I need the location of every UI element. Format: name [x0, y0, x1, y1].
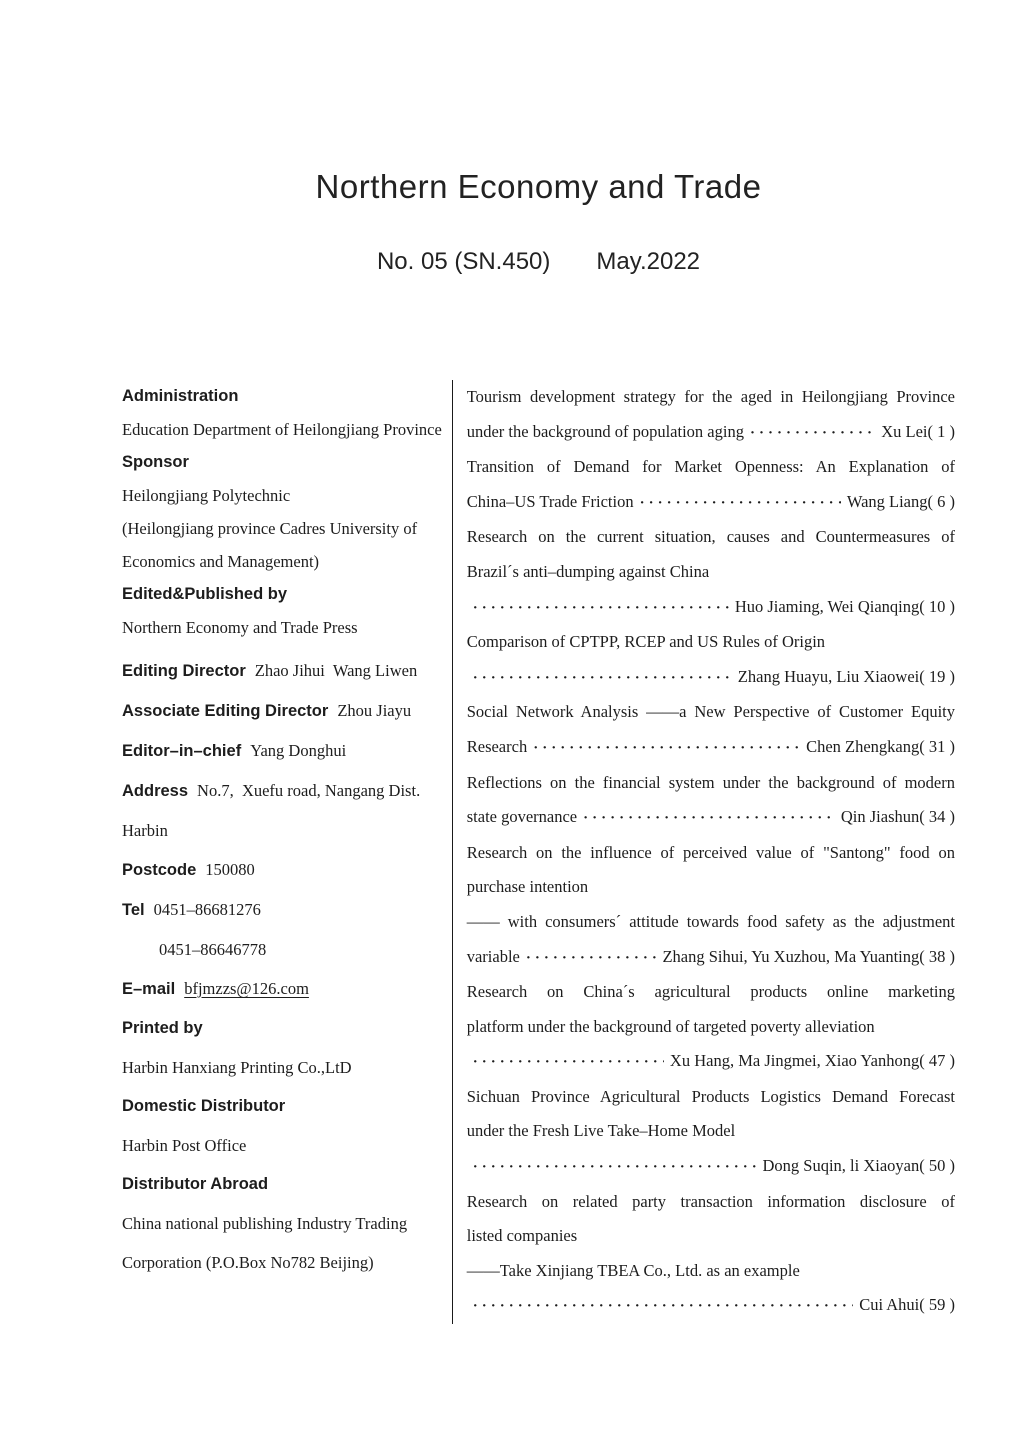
info-value: No.7, Xuefu road, Nangang Dist. — [197, 781, 421, 800]
toc-entry — [467, 1185, 955, 1324]
toc-authors: Zhang Sihui, Yu Xuzhou, Ma Yuanting — [662, 946, 920, 966]
toc-title-line: listed companies — [466, 1226, 578, 1246]
info-label: Printed by — [122, 1019, 203, 1037]
dot-leader — [583, 801, 835, 836]
toc-page-number: ( 59 ) — [919, 1288, 955, 1323]
info-value: Heilongjiang Polytechnic — [122, 486, 291, 505]
journal-title: Northern Economy and Trade — [315, 168, 762, 205]
info-label: Address — [122, 782, 189, 800]
toc-page-number: ( 6 ) — [928, 485, 956, 520]
toc-authors: Cui Ahui — [859, 1295, 920, 1315]
toc-leader-line — [467, 485, 955, 521]
toc-title-line: Tourism development strategy for the aged in Heilongjiang Province — [466, 387, 955, 406]
toc-entry — [467, 695, 955, 765]
toc-authors: Xu Hang, Ma Jingmei, Xiao Yanhong — [669, 1051, 920, 1071]
toc-title-line: state governance — [466, 807, 578, 827]
toc-title-line: Research on China´s agricultural products online marketing — [466, 982, 955, 1002]
toc-authors: Dong Suqin, li Xiaoyan — [762, 1156, 920, 1176]
info-block-tel — [122, 890, 446, 969]
dot-leader — [473, 661, 732, 696]
info-label: Administration — [122, 387, 239, 405]
toc-title-line: Research on the current situation, causes and Countermeasures of — [466, 527, 955, 547]
toc-title-line: Research — [466, 736, 528, 756]
toc-leader-line — [467, 1044, 955, 1080]
toc-entry — [467, 766, 955, 836]
phone-number: 0451–86646778 — [159, 940, 267, 959]
toc-title-line: Comparison of CPTPP, RCEP and US Rules of Origin — [466, 632, 826, 652]
toc-title-line: under the Fresh Live Take–Home Model — [466, 1121, 736, 1141]
info-value: Northern Economy and Trade Press — [122, 618, 358, 637]
info-label: Distributor Abroad — [122, 1175, 269, 1193]
toc-title-line: Transition of Demand for Market Openness: An Explanation of — [466, 457, 955, 477]
dot-leader — [750, 416, 875, 451]
info-block-distributor-abroad — [122, 1165, 446, 1282]
issue-number: No. 05 (SN.450) — [376, 248, 551, 275]
toc-authors: Huo Jiaming, Wei Qianqing — [734, 596, 920, 616]
toc-title-line: Sichuan Province Agricultural Products Logistics Demand Forecast — [466, 1086, 955, 1106]
info-block-sponsor — [122, 446, 446, 578]
toc-title-line: Research on the influence of perceived value of "Santong" food on — [466, 842, 955, 862]
toc-page-number: ( 38 ) — [919, 940, 955, 975]
info-block-administration — [122, 380, 446, 446]
toc-title-line: platform under the background of targeted poverty alleviation — [466, 1016, 875, 1036]
dot-leader — [640, 486, 841, 521]
info-value: Harbin — [122, 821, 168, 840]
toc-leader-line — [467, 1288, 955, 1324]
info-label: E–mail — [122, 980, 176, 998]
info-value: Zhao Jihui Wang Liwen — [254, 661, 418, 680]
info-block-editor-in-chief — [122, 731, 446, 771]
info-label: Sponsor — [122, 453, 189, 471]
toc-leader-line — [467, 800, 955, 836]
toc-page-number: ( 50 ) — [919, 1149, 955, 1184]
email-link[interactable]: bfjmzzs@126.com — [184, 979, 309, 998]
toc-page-number: ( 47 ) — [919, 1044, 955, 1079]
dot-leader — [473, 591, 729, 626]
info-value: Education Department of Heilongjiang Province — [122, 420, 442, 439]
info-block-domestic-distributor — [122, 1087, 446, 1165]
info-label: Editing Director — [122, 662, 246, 680]
dot-leader — [473, 1150, 757, 1185]
toc-entry — [467, 625, 955, 695]
info-block-printed-by — [122, 1009, 446, 1087]
toc-authors: Qin Jiashun — [840, 807, 920, 827]
info-label: Postcode — [122, 861, 197, 879]
toc-leader-line — [467, 590, 955, 626]
toc-subtitle-line: —— with consumers´ attitude towards food safety as the adjustment — [466, 911, 955, 931]
toc-entry — [467, 836, 955, 975]
toc-entry — [467, 1080, 955, 1185]
toc-subtitle-line: ——Take Xinjiang TBEA Co., Ltd. as an example — [466, 1260, 800, 1280]
info-value: Yang Donghui — [250, 741, 347, 760]
toc-leader-line — [467, 415, 955, 451]
dot-leader — [526, 941, 657, 976]
info-block-email — [122, 969, 446, 1009]
info-value: 150080 — [205, 860, 255, 879]
info-label: Editor–in–chief — [122, 742, 242, 760]
info-block-associate-editing-director — [122, 691, 446, 731]
info-label: Domestic Distributor — [122, 1097, 286, 1115]
toc-page-number: ( 19 ) — [919, 660, 955, 695]
toc-authors: Zhang Huayu, Liu Xiaowei — [737, 666, 920, 686]
toc-entry — [467, 450, 955, 520]
toc-page-number: ( 34 ) — [919, 800, 955, 835]
toc-title-line: China–US Trade Friction — [466, 491, 634, 511]
dot-leader — [473, 1045, 664, 1080]
toc-page-number: ( 31 ) — [919, 730, 955, 765]
toc-authors: Chen Zhengkang — [806, 736, 920, 756]
toc-leader-line — [467, 1149, 955, 1185]
toc-title-line: under the background of population aging — [466, 421, 744, 441]
info-value: China national publishing Industry Trading Corporation (P.O.Box No782 Beijing) — [122, 1214, 408, 1272]
toc-leader-line — [467, 660, 955, 696]
info-label: Tel — [122, 901, 145, 919]
issue-line — [122, 248, 955, 276]
info-value: (Heilongjiang province Cadres University of Economics and Management) — [122, 519, 418, 571]
toc-title-line: Research on related party transaction information disclosure of — [466, 1191, 955, 1211]
info-value: Zhou Jiayu — [337, 701, 412, 720]
toc-authors: Wang Liang — [846, 491, 928, 511]
toc-leader-line — [467, 940, 955, 976]
table-of-contents — [453, 380, 955, 1324]
toc-authors: Xu Lei — [881, 421, 928, 441]
toc-title-line: variable — [466, 946, 520, 966]
info-block-editing-director — [122, 651, 446, 691]
phone-number: 0451–86681276 — [153, 900, 261, 919]
toc-leader-line — [467, 730, 955, 766]
dot-leader — [533, 731, 800, 766]
info-block-address — [122, 771, 446, 850]
toc-title-line: Social Network Analysis ——a New Perspective of Customer Equity — [466, 702, 955, 722]
info-block-postcode — [122, 850, 446, 890]
toc-entry — [467, 975, 955, 1080]
toc-page-number: ( 10 ) — [919, 590, 955, 625]
toc-title-line: purchase intention — [466, 877, 589, 897]
issue-date: May.2022 — [596, 248, 701, 275]
masthead — [122, 168, 955, 276]
info-value: Harbin Post Office — [122, 1136, 247, 1155]
info-value: Harbin Hanxiang Printing Co.,LtD — [122, 1058, 352, 1077]
toc-page-number: ( 1 ) — [928, 415, 956, 450]
toc-title-line: Reflections on the financial system under the background of modern — [466, 772, 955, 792]
publication-info-panel — [122, 380, 452, 1324]
dot-leader — [473, 1289, 853, 1324]
info-label: Edited&Published by — [122, 585, 288, 603]
toc-entry — [467, 520, 955, 625]
content-columns — [122, 380, 955, 1324]
toc-entry — [467, 380, 955, 450]
toc-title-line: Brazil´s anti–dumping against China — [466, 561, 710, 581]
info-block-edited-published-by — [122, 578, 446, 644]
info-label: Associate Editing Director — [122, 702, 329, 720]
